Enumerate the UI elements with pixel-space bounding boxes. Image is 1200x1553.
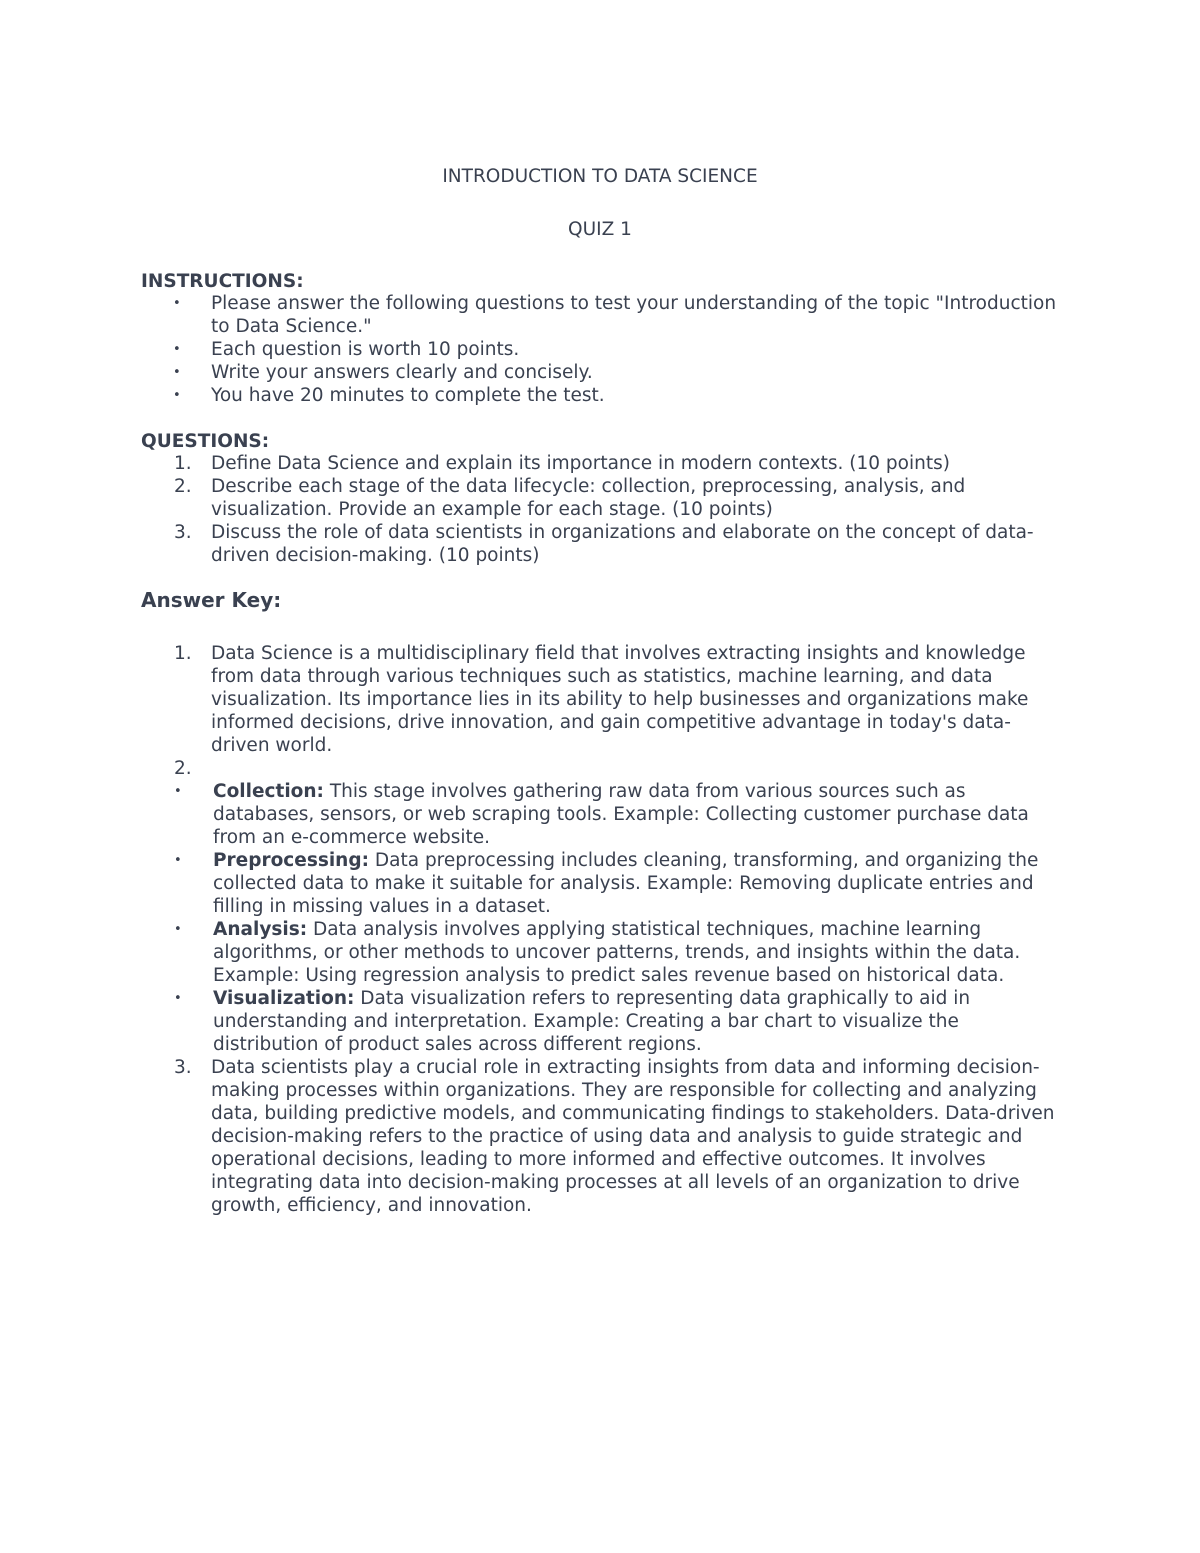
question-number: 1. xyxy=(174,453,192,474)
bullet-marker: • xyxy=(174,784,182,799)
question-text: Define Data Science and explain its importance in modern contexts. (10 points) xyxy=(211,453,950,474)
answer-text: Data Science is a multidisciplinary field that involves extracting insights and knowledge from data through various techniques such as statistics, machine learning, and data visualization. Its importance lies in its ability to help businesses and organizations make informed decisions, drive innovation, and gain competitive advantage in today's data-driven world. xyxy=(211,643,1029,756)
stage-text: Data preprocessing includes cleaning, transforming, and organizing the collected data to make it suitable for analysis. Example: Removing duplicate entries and filling in missing values in a dataset. xyxy=(213,850,1039,917)
instruction-text: You have 20 minutes to complete the test. xyxy=(211,385,605,406)
answer-text: Data scientists play a crucial role in extracting insights from data and informing decision-making processes within organizations. They are responsible for collecting and analyzing data, building predictive models, and communicating findings to stakeholders. Data-driven decision-making refers to the practice of using data and analysis to guide strategic and operational decisions, leading to more informed and effective outcomes. It involves integrating data into decision-making processes at all levels of an organization to drive growth, efficiency, and innovation. xyxy=(211,1057,1055,1216)
list-item xyxy=(141,642,1061,757)
answer-spacer xyxy=(211,757,1061,780)
bullet-marker: • xyxy=(174,991,182,1006)
list-item xyxy=(141,987,1061,1056)
question-text: Discuss the role of data scientists in organizations and elaborate on the concept of data-driven decision-making. (10 points) xyxy=(211,522,1034,566)
stage-term: Visualization: xyxy=(213,988,355,1009)
list-item xyxy=(141,292,1061,338)
stage-term: Preprocessing: xyxy=(213,850,369,871)
stage-term: Collection: xyxy=(213,781,324,802)
question-text: Describe each stage of the data lifecycle: collection, preprocessing, analysis, and visualization. Provide an example for each stage. (10 points) xyxy=(211,476,966,520)
list-item xyxy=(141,918,1061,987)
instruction-text: Each question is worth 10 points. xyxy=(211,339,520,360)
answers-list xyxy=(141,642,1061,1217)
bullet-marker: • xyxy=(173,388,181,403)
list-item xyxy=(141,338,1061,361)
questions-heading: QUESTIONS: xyxy=(141,431,270,452)
list-item xyxy=(141,452,1061,475)
bullet-marker: • xyxy=(173,342,181,357)
list-item xyxy=(141,757,1061,1056)
bullet-marker: • xyxy=(173,296,181,311)
bullet-marker: • xyxy=(174,853,182,868)
stage-text: This stage involves gathering raw data from various sources such as databases, sensors, or web scraping tools. Example: Collecting customer purchase data from an e-commerce website. xyxy=(213,781,1029,848)
answer-number: 3. xyxy=(174,1057,192,1078)
list-item xyxy=(141,780,1061,849)
bullet-marker: • xyxy=(173,365,181,380)
instruction-text: Please answer the following questions to test your understanding of the topic "Introduction to Data Science." xyxy=(211,293,1057,337)
instruction-text: Write your answers clearly and concisely. xyxy=(211,362,593,383)
answer-number: 1. xyxy=(174,643,192,664)
instructions-heading: INSTRUCTIONS: xyxy=(141,271,304,292)
list-item xyxy=(141,475,1061,521)
stage-text: Data visualization refers to representing data graphically to aid in understanding and interpretation. Example: Creating a bar chart to visualize the distribution of product sales across different regions. xyxy=(213,988,971,1055)
instructions-list xyxy=(141,292,1061,407)
document-subtitle: QUIZ 1 xyxy=(568,219,632,240)
answer-number: 2. xyxy=(174,758,192,779)
question-number: 2. xyxy=(174,476,192,497)
bullet-marker: • xyxy=(174,922,182,937)
document-title: INTRODUCTION TO DATA SCIENCE xyxy=(442,166,758,187)
list-item xyxy=(141,1056,1061,1217)
list-item xyxy=(141,849,1061,918)
stage-term: Analysis: xyxy=(213,919,308,940)
lifecycle-stages-list xyxy=(141,780,1061,1056)
list-item xyxy=(141,521,1061,567)
answer-key-heading: Answer Key: xyxy=(141,588,282,612)
question-number: 3. xyxy=(174,522,192,543)
list-item xyxy=(141,361,1061,384)
questions-list xyxy=(141,452,1061,567)
stage-text: Data analysis involves applying statistical techniques, machine learning algorithms, or other methods to uncover patterns, trends, and insights within the data. Example: Using regression analysis to predict sales revenue based on historical data. xyxy=(213,919,1021,986)
list-item xyxy=(141,384,1061,407)
